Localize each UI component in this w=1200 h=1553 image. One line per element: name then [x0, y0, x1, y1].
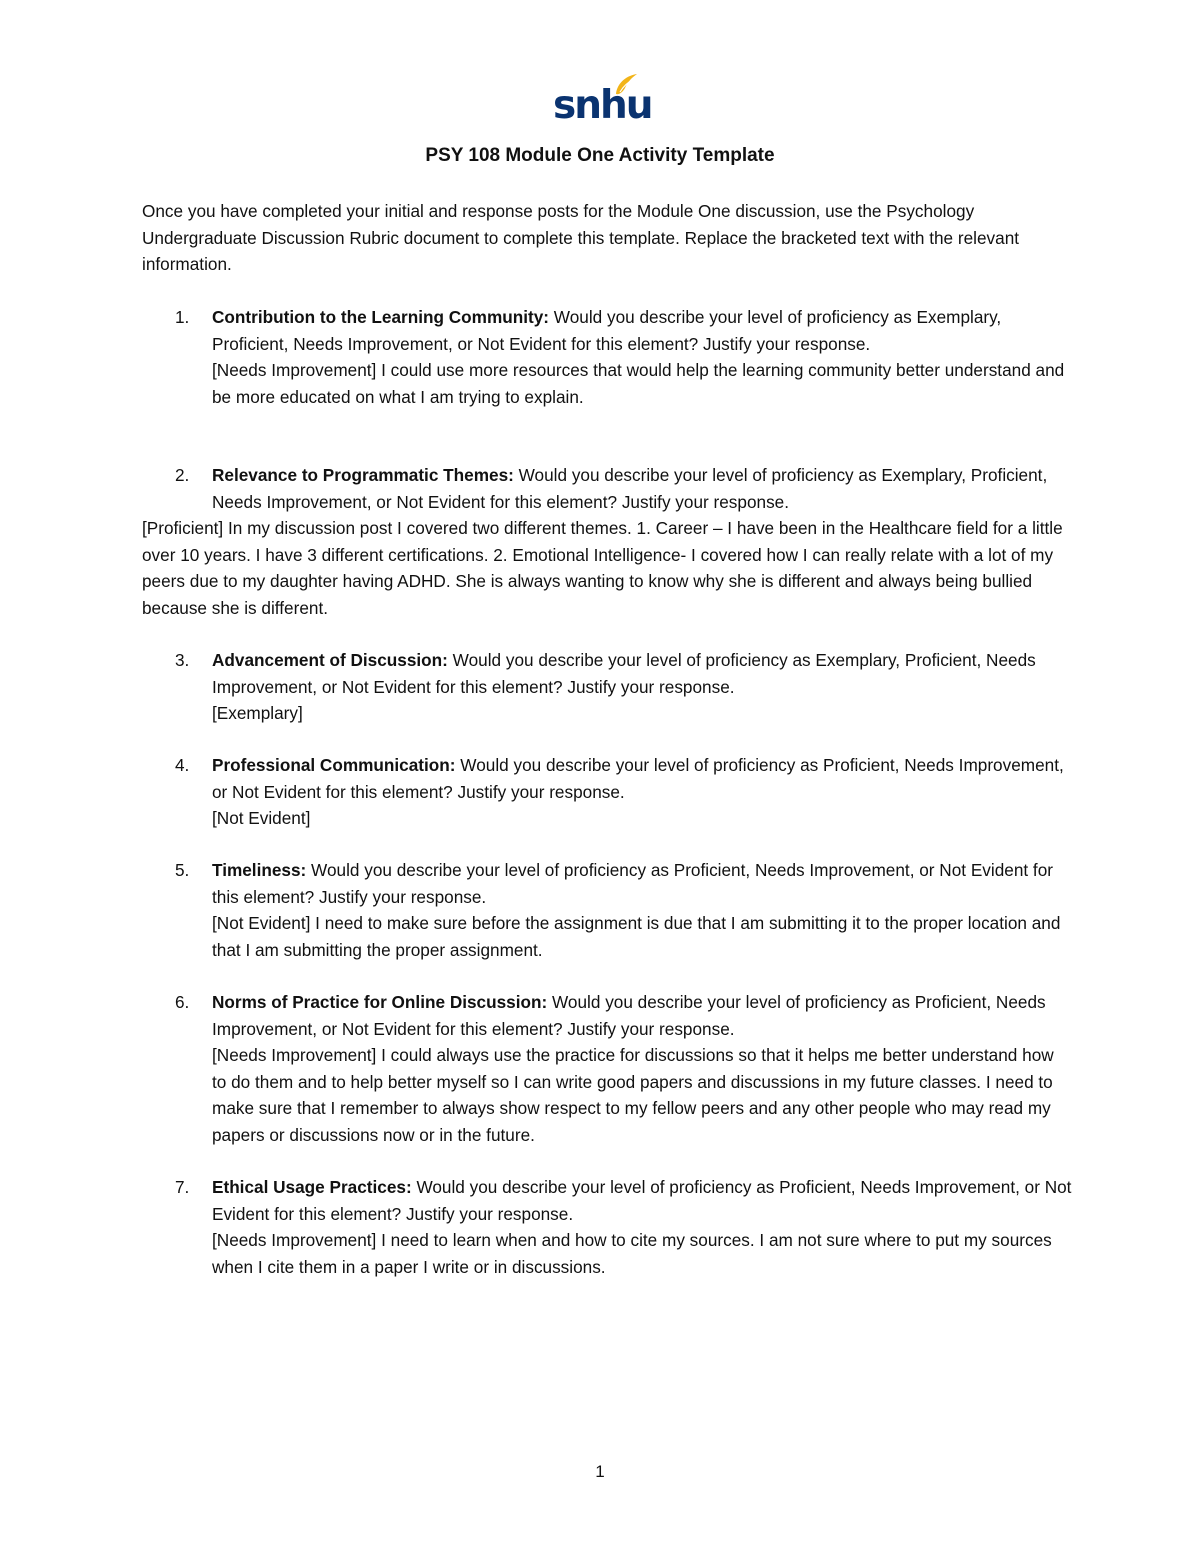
item-question: Would you describe your level of proficiency as Proficient, Needs Improvement, or Not Evident for this element? Justify your response. — [212, 755, 1064, 802]
item-number: 1. — [175, 307, 190, 327]
item-number: 3. — [175, 650, 190, 670]
document-title: PSY 108 Module One Activity Template — [425, 145, 775, 166]
item-number: 2. — [175, 465, 190, 485]
item-question: Would you describe your level of proficiency as Exemplary, Proficient, Needs Improvement, or Not Evident for this element? Justify your response. — [212, 650, 1036, 697]
item-answer: [Exemplary] — [212, 703, 303, 724]
item-answer: [Needs Improvement] I could use more resources that would help the learning community better understand and be more educated on what I am trying to explain. — [212, 360, 1065, 407]
item-answer: [Not Evident] — [212, 808, 311, 829]
list-item-6 — [142, 989, 1072, 1149]
intro-paragraph: Once you have completed your initial and response posts for the Module One discussion, use the Psychology Undergraduate Discussion Rubric document to complete this template. Replace the bracketed text with the relevant information. — [142, 201, 1020, 275]
item-answer: [Needs Improvement] I could always use the practice for discussions so that it helps me better understand how to do them and to help better myself so I can write good papers and discussions in my future classes. I need to make sure that I remember to always show respect to my fellow peers and any other people who may read my papers or discussions now or in the future. — [212, 1045, 1054, 1145]
item-heading: Relevance to Programmatic Themes: — [212, 465, 514, 485]
item-heading: Advancement of Discussion: — [212, 650, 448, 670]
list-item-7 — [142, 1174, 1072, 1280]
flame-icon — [613, 72, 639, 98]
item-number: 5. — [175, 860, 190, 880]
list-item-2 — [142, 462, 1072, 515]
list-item-3 — [142, 647, 1072, 727]
item-question: Would you describe your level of proficiency as Proficient, Needs Improvement, or Not Evident for this element? Justify your response. — [212, 992, 1046, 1039]
list-item-4 — [142, 752, 1072, 832]
item-heading: Norms of Practice for Online Discussion: — [212, 992, 548, 1012]
item-question: Would you describe your level of proficiency as Proficient, Needs Improvement, or Not Evident for this element? Justify your response. — [212, 860, 1053, 907]
item-heading: Timeliness: — [212, 860, 307, 880]
logo-wordmark: snhu — [553, 83, 652, 128]
page-number: 1 — [595, 1462, 605, 1481]
item-heading: Ethical Usage Practices: — [212, 1177, 412, 1197]
item-question: Would you describe your level of proficiency as Proficient, Needs Improvement, or Not Evident for this element? Justify your response. — [212, 1177, 1072, 1224]
list-item-1 — [142, 304, 1072, 410]
item-heading: Contribution to the Learning Community: — [212, 307, 550, 327]
item-question: Would you describe your level of proficiency as Exemplary, Proficient, Needs Improvement, or Not Evident for this element? Justify your response. — [212, 307, 1002, 354]
item-2-answer: [Proficient] In my discussion post I covered two different themes. 1. Career – I have been in the Healthcare field for a little over 10 years. I have 3 different certifications. 2. Emotional Intelligence- I covered how I can really relate with a lot of my peers due to my daughter having ADHD. She is always wanting to know why she is different and always being bullied because she is different. — [142, 518, 1063, 618]
item-question: Would you describe your level of proficiency as Exemplary, Proficient, Needs Improvement, or Not Evident for this element? Justify your response. — [212, 465, 1048, 512]
item-number: 4. — [175, 755, 190, 775]
item-answer: [Needs Improvement] I need to learn when and how to cite my sources. I am not sure where to put my sources when I cite them in a paper I write or in discussions. — [212, 1230, 1052, 1277]
snhu-logo — [553, 72, 652, 136]
item-heading: Professional Communication: — [212, 755, 456, 775]
item-number: 6. — [175, 992, 190, 1012]
item-number: 7. — [175, 1177, 190, 1197]
item-answer: [Not Evident] I need to make sure before the assignment is due that I am submitting it to the proper location and that I am submitting the proper assignment. — [212, 913, 1061, 960]
list-item-5 — [142, 857, 1072, 963]
